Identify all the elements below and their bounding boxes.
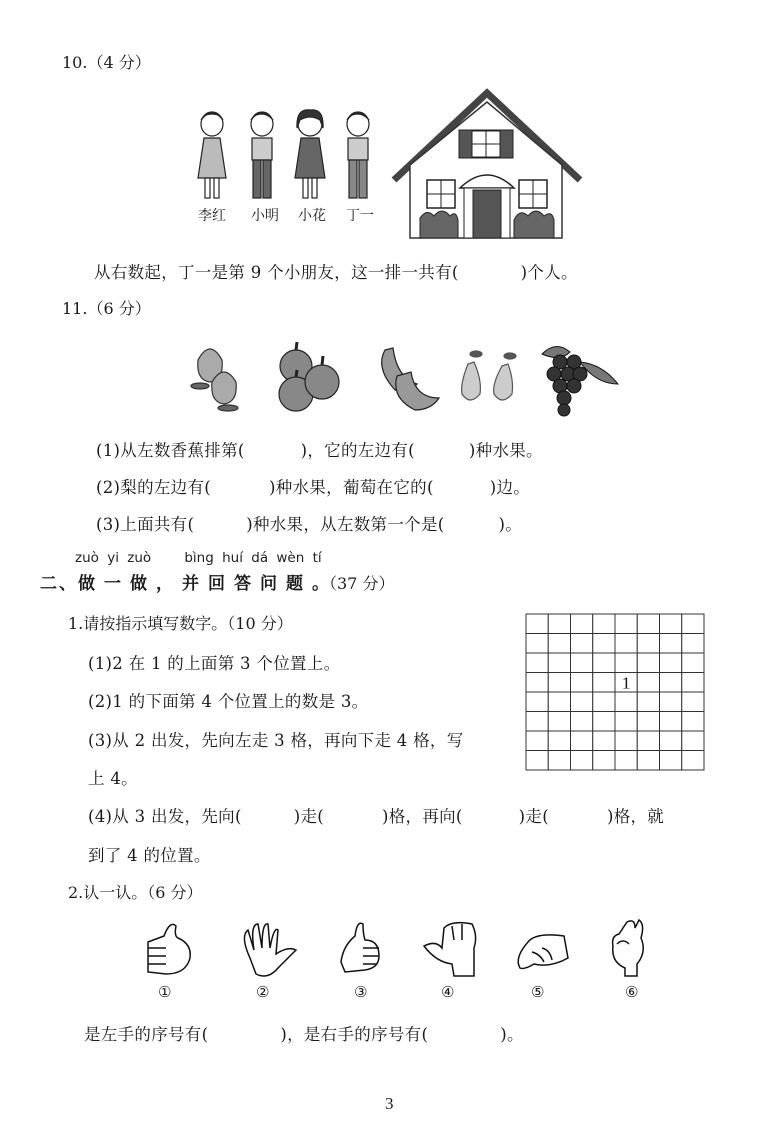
grid-cell[interactable] [548, 751, 570, 771]
child-xiao-hua [295, 110, 325, 198]
grid-cell[interactable] [593, 653, 615, 673]
pinyin: huí [222, 550, 243, 566]
q10-header: 10.（4 分） [62, 53, 151, 72]
hand-3-icon [341, 923, 379, 972]
grid-cell[interactable] [660, 653, 682, 673]
grid-cell[interactable] [571, 712, 593, 732]
hand-label-2: ② [256, 983, 270, 1001]
grid-cell[interactable] [660, 731, 682, 751]
grid-cell[interactable] [571, 692, 593, 712]
grid-cell[interactable] [682, 751, 704, 771]
s2q1-4-text: (4)从 3 出发，先向( [88, 807, 242, 826]
grid-cell[interactable] [682, 692, 704, 712]
grid-cell[interactable] [637, 731, 659, 751]
grid-cell[interactable] [615, 634, 637, 654]
grid-cell[interactable] [660, 673, 682, 693]
q11-header: 11.（6 分） [62, 299, 151, 318]
s2q1-line-3: (3)从 2 出发，先向左走 3 格，再向下走 4 格，写 [88, 731, 464, 750]
section2-score: （37 分） [329, 574, 395, 593]
grid-cell[interactable] [526, 712, 548, 732]
child-name: 丁一 [346, 208, 374, 224]
q11-1-text: )种水果。 [468, 441, 543, 460]
q10-text-after: )个人。 [520, 263, 578, 282]
grid-cell[interactable] [660, 692, 682, 712]
pinyin: zuò [75, 550, 99, 566]
s2q1-line-4 [88, 803, 664, 827]
s2q1-line-1: (1)2 在 1 的上面第 3 个位置上。 [88, 654, 341, 673]
q11-3-text: )种水果，从左数第一个是( [246, 515, 445, 534]
child-xiao-ming [251, 112, 273, 198]
s2q1-4-text: )格，再向( [381, 807, 463, 826]
grid-cell[interactable] [526, 731, 548, 751]
grid-cell[interactable] [593, 751, 615, 771]
grid-cell[interactable] [682, 614, 704, 634]
grid-cell[interactable] [571, 634, 593, 654]
q10-text-before: 从右数起，丁一是第 9 个小朋友，这一排一共有( [94, 263, 459, 282]
s2q1-4-text: )格，就 [606, 807, 665, 826]
grid-cell[interactable] [615, 692, 637, 712]
grid-cell[interactable] [615, 653, 637, 673]
grid-cell[interactable] [593, 731, 615, 751]
title-char: 一 [104, 574, 130, 594]
grid-cell[interactable] [593, 692, 615, 712]
grid-cell[interactable] [593, 712, 615, 732]
grid-cell[interactable] [637, 614, 659, 634]
grid-cell[interactable] [526, 692, 548, 712]
s2q1-line-2: (2)1 的下面第 4 个位置上的数是 3。 [88, 692, 369, 711]
q11-2-text: (2)梨的左边有( [96, 478, 212, 497]
grid-cell[interactable] [615, 731, 637, 751]
grid-cell[interactable] [571, 653, 593, 673]
title-char: 问 [260, 574, 286, 594]
grid-cell[interactable] [548, 731, 570, 751]
banana-icon [382, 348, 439, 410]
pear-icon [462, 351, 516, 400]
pinyin: bìng [184, 550, 214, 566]
child-ding-yi [347, 112, 369, 198]
grid-cell[interactable] [526, 673, 548, 693]
q11-item-1 [96, 437, 543, 461]
q11-item-2 [96, 474, 530, 498]
grid-cell[interactable] [615, 751, 637, 771]
grid-cell[interactable] [682, 634, 704, 654]
grid-cell[interactable] [571, 731, 593, 751]
apple-icon [279, 342, 339, 411]
title-char: 并 [182, 574, 208, 594]
grid-cell[interactable] [660, 614, 682, 634]
s2q1-4-text: )走( [293, 807, 324, 826]
grid-cell[interactable] [571, 751, 593, 771]
pinyin: yi [107, 550, 119, 566]
grid-cell[interactable] [526, 614, 548, 634]
grid-cell[interactable] [682, 731, 704, 751]
peach-icon [191, 349, 238, 411]
child-li-hong [198, 112, 226, 198]
grid-cell[interactable] [637, 712, 659, 732]
hand-label-4: ④ [441, 983, 455, 1001]
q11-1-text: )，它的左边有( [300, 441, 415, 460]
grid-cell[interactable] [548, 692, 570, 712]
pinyin: tí [312, 550, 322, 566]
grid-cell[interactable] [526, 751, 548, 771]
grid-cell[interactable] [660, 751, 682, 771]
q11-item-3 [96, 511, 522, 535]
hand-label-5: ⑤ [531, 983, 545, 1001]
grid-cell[interactable] [548, 673, 570, 693]
title-char: 题 [286, 574, 312, 594]
title-char: 答 [234, 574, 260, 594]
pinyin: wèn [276, 550, 305, 566]
pinyin: dá [251, 550, 269, 566]
grid-cell[interactable] [682, 712, 704, 732]
grid-cell[interactable] [682, 653, 704, 673]
grid-cell[interactable] [660, 634, 682, 654]
s2q2-text: )，是右手的序号有( [280, 1025, 429, 1044]
hand-2-icon [244, 924, 296, 976]
s2q2-text: )。 [500, 1025, 524, 1044]
child-name: 小明 [251, 208, 279, 224]
grid-cell[interactable] [571, 614, 593, 634]
house-illustration [392, 90, 582, 240]
grid-given-number: 1 [621, 673, 631, 693]
grid-cell[interactable] [548, 614, 570, 634]
hand-4-icon [424, 923, 476, 976]
grid-cell[interactable] [548, 653, 570, 673]
grid-cell[interactable] [660, 712, 682, 732]
s2q2-question [84, 1021, 524, 1045]
grape-icon [542, 346, 618, 416]
grid-cell[interactable] [593, 634, 615, 654]
grid-cell[interactable] [637, 634, 659, 654]
hand-5-icon [518, 935, 568, 969]
q10-question [94, 259, 578, 283]
q11-3-text: (3)上面共有( [96, 515, 195, 534]
title-char: 回 [208, 574, 234, 594]
grid-cell[interactable] [548, 712, 570, 732]
page-number: 3 [385, 1094, 394, 1113]
q11-2-text: )种水果，葡萄在它的( [269, 478, 434, 497]
grid-cell[interactable] [637, 692, 659, 712]
title-char: 。 [312, 574, 329, 594]
title-char: 做 [78, 574, 104, 594]
grid-cell[interactable] [593, 673, 615, 693]
title-char: ， [156, 574, 182, 594]
q11-2-text: )边。 [489, 478, 531, 497]
child-name: 小花 [298, 208, 326, 224]
grid-cell[interactable] [615, 614, 637, 634]
title-char: 做 [130, 574, 156, 594]
hand-label-1: ① [158, 983, 172, 1001]
grid-cell[interactable] [615, 712, 637, 732]
section2-title [40, 569, 394, 594]
grid-cell[interactable] [526, 653, 548, 673]
hands-illustration [140, 918, 660, 980]
q11-1-text: (1)从左数香蕉排第( [96, 441, 245, 460]
grid-cell[interactable] [548, 634, 570, 654]
s2q1-header: 1.请按指示填写数字。（10 分） [68, 614, 293, 633]
grid-cell[interactable] [593, 614, 615, 634]
q11-3-text: )。 [498, 515, 523, 534]
fruits-illustration [190, 338, 630, 423]
section-number: 二、 [40, 574, 78, 594]
grid-cell[interactable] [571, 673, 593, 693]
hand-label-6: ⑥ [625, 983, 639, 1001]
number-grid [526, 614, 704, 770]
pinyin: zuò [127, 550, 152, 566]
grid-cell[interactable] [526, 634, 548, 654]
child-name: 李红 [198, 208, 226, 224]
s2q2-header: 2.认一认。（6 分） [68, 883, 203, 902]
hand-6-icon [613, 920, 644, 976]
grid-cell[interactable] [637, 751, 659, 771]
hand-1-icon [148, 924, 190, 974]
s2q1-line-3-cont: 上 4。 [88, 769, 138, 788]
s2q1-line-4-cont: 到了 4 的位置。 [88, 846, 211, 865]
grid-cell[interactable] [637, 653, 659, 673]
hand-label-3: ③ [354, 983, 368, 1001]
grid-cell[interactable] [682, 673, 704, 693]
grid-cell[interactable] [637, 673, 659, 693]
s2q2-text: 是左手的序号有( [84, 1025, 209, 1044]
s2q1-4-text: )走( [518, 807, 549, 826]
section2-pinyin [75, 550, 322, 566]
